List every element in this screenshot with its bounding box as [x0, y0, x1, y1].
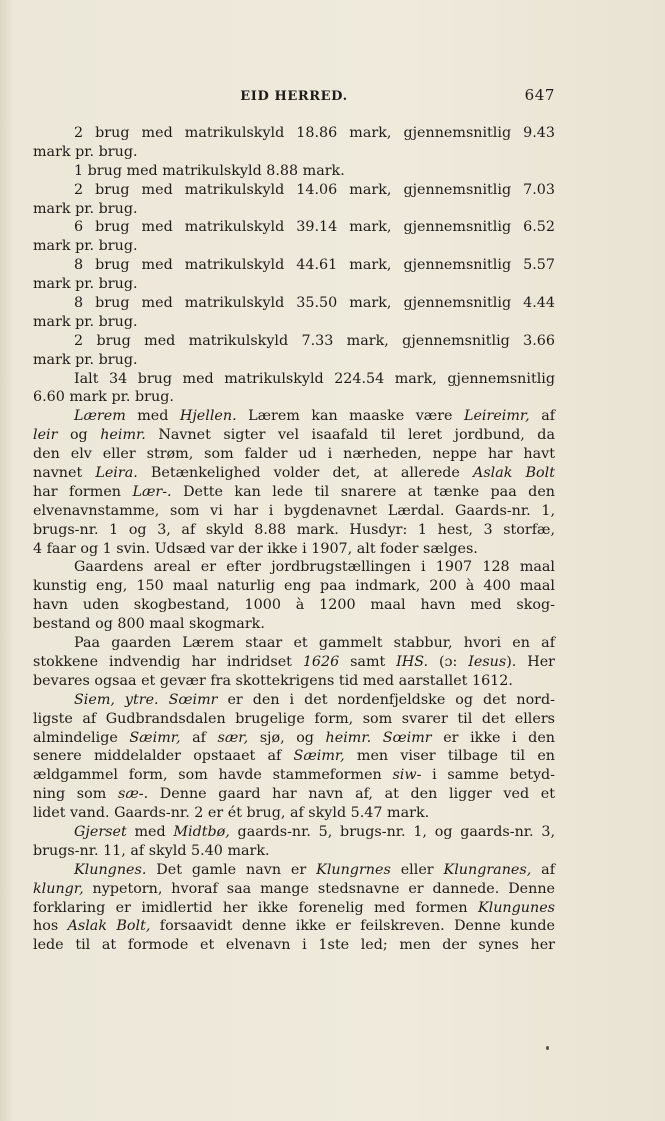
text-line: brugs-nr. 11, af skyld 5.40 mark.	[33, 842, 270, 859]
page-body-text	[33, 124, 555, 955]
text-line: almindelige Sæimr, af sær, sjø, og heimr. Sœimr er ikke i den	[33, 729, 555, 746]
text-line: brugs-nr. 1 og 3, af skyld 8.88 mark. Husdyr: 1 hest, 3 storfæ,	[33, 521, 555, 538]
text-line: kunstig eng, 150 maal naturlig eng paa indmark, 200 à 400 maal	[33, 578, 555, 595]
page-header	[33, 86, 555, 106]
print-speck	[546, 1046, 549, 1050]
text-line: Ialt 34 brug med matrikulskyld 224.54 mark, gjennemsnitlig	[74, 370, 555, 387]
text-line: leir og heimr. Navnet sigter vel isaafald til leret jordbund, da	[33, 427, 555, 444]
text-line: hos Aslak Bolt, forsaavidt denne ikke er feilskreven. Denne kunde	[33, 918, 555, 935]
text-line: bevares ogsaa et gevær fra skottekrigens tid med aarstallet 1612.	[33, 672, 513, 689]
text-line: 6 brug med matrikulskyld 39.14 mark, gjennemsnitlig 6.52	[74, 219, 555, 236]
text-line: Lærem med Hjellen. Lærem kan maaske være Leireimr, af	[74, 408, 556, 425]
text-line: bestand og 800 maal skogmark.	[33, 616, 265, 633]
text-line: Paa gaarden Lærem staar et gammelt stabbur, hvori en af	[74, 635, 555, 652]
text-line: mark pr. brug.	[33, 276, 138, 293]
text-line: mark pr. brug.	[33, 143, 138, 160]
text-line: 4 faar og 1 svin. Udsæd var der ikke i 1907, alt foder sælges.	[33, 540, 478, 557]
text-line: ning som sæ-. Denne gaard har navn af, at den ligger ved et	[33, 786, 555, 803]
text-line: Gjerset med Midtbø, gaards-nr. 5, brugs-nr. 1, og gaards-nr. 3,	[74, 823, 555, 840]
text-line: 2 brug med matrikulskyld 18.86 mark, gjennemsnitlig 9.43	[74, 125, 555, 141]
text-line: forklaring er imidlertid her ikke forenelig med formen Klungunes	[33, 899, 555, 916]
running-title: EID HERRED.	[240, 89, 348, 104]
text-line: 8 brug med matrikulskyld 35.50 mark, gjennemsnitlig 4.44	[74, 295, 555, 312]
text-line: 6.60 mark pr. brug.	[33, 389, 174, 406]
text-line: mark pr. brug.	[33, 200, 138, 217]
text-line: 1 brug med matrikulskyld 8.88 mark.	[74, 162, 345, 179]
text-line: den elv eller strøm, som falder ud i nærheden, neppe har havt	[33, 446, 555, 463]
text-line: lidet vand. Gaards-nr. 2 er ét brug, af skyld 5.47 mark.	[33, 805, 430, 822]
text-line: Gaardens areal er efter jordbrugstællingen i 1907 128 maal	[74, 559, 555, 576]
text-line: mark pr. brug.	[33, 238, 138, 255]
text-line: lede til at formode et elvenavn i 1ste led; men der synes her	[33, 937, 555, 954]
text-line: 2 brug med matrikulskyld 14.06 mark, gjennemsnitlig 7.03	[74, 181, 555, 198]
text-line: havn uden skogbestand, 1000 à 1200 maal havn med skog-	[33, 597, 555, 614]
text-line: 8 brug med matrikulskyld 44.61 mark, gjennemsnitlig 5.57	[74, 257, 555, 274]
text-line: klungr, nypetorn, hvoraf saa mange stedsnavne er dannede. Denne	[33, 880, 555, 897]
text-line: navnet Leira. Betænkelighed volder det, at allerede Aslak Bolt	[33, 465, 555, 482]
text-line: 2 brug med matrikulskyld 7.33 mark, gjennemsnitlig 3.66	[74, 332, 555, 349]
text-line: har formen Lær-. Dette kan lede til snarere at tænke paa den	[33, 483, 555, 500]
text-line: ligste af Gudbrandsdalen brugelige form, som svarer til det ellers	[33, 710, 555, 727]
text-line: stokkene indvendig har indridset 1626 samt IHS. (ɔ: Iesus). Her	[33, 653, 555, 670]
page-number: 647	[524, 86, 555, 104]
text-line: elvenavnstamme, som vi har i bygdenavnet Lærdal. Gaards-nr. 1,	[33, 502, 555, 519]
text-line: mark pr. brug.	[33, 313, 138, 330]
text-line: senere middelalder opstaaet af Sæimr, men viser tilbage til en	[33, 748, 555, 765]
text-line: mark pr. brug.	[33, 351, 138, 368]
text-line: ældgammel form, som havde stammeformen siw- i samme betyd-	[33, 767, 556, 784]
text-line: Klungnes. Det gamle navn er Klungrnes eller Klungranes, af	[74, 861, 555, 878]
text-line: Siem, ytre. Sœimr er den i det nordenfjeldske og det nord-	[74, 691, 556, 708]
